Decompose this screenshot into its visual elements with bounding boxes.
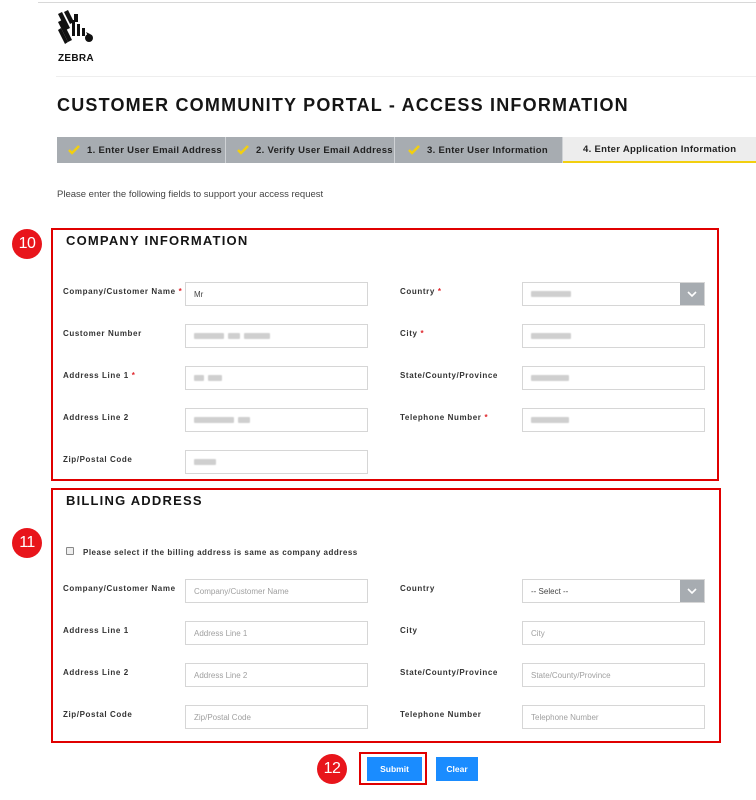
placeholder-text: Address Line 2 (194, 670, 248, 680)
step-label: 4. Enter Application Information (583, 143, 737, 155)
company-name-input[interactable] (185, 282, 368, 306)
step-enter-email[interactable] (57, 137, 226, 163)
company-address1-input[interactable] (185, 366, 368, 390)
company-address1-label: Address Line 1 * (63, 371, 136, 380)
company-state-input[interactable] (522, 366, 705, 390)
company-info-title: COMPANY INFORMATION (66, 233, 249, 248)
annotation-badge-11: 11 (12, 528, 42, 558)
top-divider (38, 2, 756, 3)
chevron-down-icon[interactable] (680, 283, 704, 305)
step-user-information[interactable] (395, 137, 563, 163)
placeholder-text: Address Line 1 (194, 628, 248, 638)
step-label: 1. Enter User Email Address (87, 144, 222, 156)
placeholder-text: Telephone Number (531, 712, 599, 722)
page-title: CUSTOMER COMMUNITY PORTAL - ACCESS INFORMATION (57, 95, 629, 115)
company-country-label: Country * (400, 287, 442, 296)
billing-zip-input[interactable] (185, 705, 368, 729)
placeholder-text: Zip/Postal Code (194, 712, 251, 722)
step-label: 3. Enter User Information (427, 144, 548, 156)
billing-zip-label: Zip/Postal Code (63, 710, 133, 719)
billing-city-label: City (400, 626, 418, 635)
company-zip-label: Zip/Postal Code (63, 455, 133, 464)
step-label: 2. Verify User Email Address (256, 144, 393, 156)
customer-number-input[interactable] (185, 324, 368, 348)
placeholder-text: City (531, 628, 545, 638)
company-name-label: Company/Customer Name * (63, 287, 183, 296)
placeholder-text: Company/Customer Name (194, 586, 289, 596)
same-as-company-checkbox[interactable] (66, 547, 74, 555)
billing-state-input[interactable] (522, 663, 705, 687)
company-info-highlight (51, 228, 719, 481)
annotation-badge-10: 10 (12, 229, 42, 259)
billing-address2-label: Address Line 2 (63, 668, 129, 677)
company-address2-input[interactable] (185, 408, 368, 432)
step-verify-email[interactable] (226, 137, 395, 163)
billing-country-label: Country (400, 584, 435, 593)
company-name-value: Mr (194, 289, 204, 299)
billing-name-label: Company/Customer Name (63, 584, 176, 593)
billing-phone-label: Telephone Number (400, 710, 482, 719)
billing-phone-input[interactable] (522, 705, 705, 729)
billing-state-label: State/County/Province (400, 668, 498, 677)
same-as-company-label[interactable]: Please select if the billing address is same as company address (83, 548, 358, 557)
company-city-input[interactable] (522, 324, 705, 348)
company-phone-label: Telephone Number * (400, 413, 489, 422)
billing-address1-label: Address Line 1 (63, 626, 129, 635)
submit-button[interactable]: Submit (367, 757, 422, 781)
billing-address1-input[interactable] (185, 621, 368, 645)
customer-number-label: Customer Number (63, 329, 142, 338)
company-phone-input[interactable] (522, 408, 705, 432)
brand-name: ZEBRA (58, 53, 94, 64)
checkmark-icon (236, 144, 250, 156)
company-address2-label: Address Line 2 (63, 413, 129, 422)
billing-name-input[interactable] (185, 579, 368, 603)
instructions-text: Please enter the following fields to support your access request (57, 189, 324, 200)
chevron-down-icon[interactable] (680, 580, 704, 602)
progress-steps (57, 137, 756, 163)
company-country-select[interactable] (522, 282, 705, 306)
company-state-label: State/County/Province (400, 371, 498, 380)
company-zip-input[interactable] (185, 450, 368, 474)
clear-button[interactable]: Clear (436, 757, 478, 781)
header-divider (56, 76, 756, 77)
company-city-label: City * (400, 329, 425, 338)
select-value: -- Select -- (531, 586, 569, 596)
checkmark-icon (407, 144, 421, 156)
billing-address-title: BILLING ADDRESS (66, 493, 203, 508)
billing-address2-input[interactable] (185, 663, 368, 687)
billing-country-select[interactable] (522, 579, 705, 603)
checkmark-icon (67, 144, 81, 156)
billing-city-input[interactable] (522, 621, 705, 645)
placeholder-text: State/County/Province (531, 670, 611, 680)
step-application-information[interactable] (563, 137, 756, 163)
zebra-head-icon (56, 10, 96, 50)
annotation-badge-12: 12 (317, 754, 347, 784)
